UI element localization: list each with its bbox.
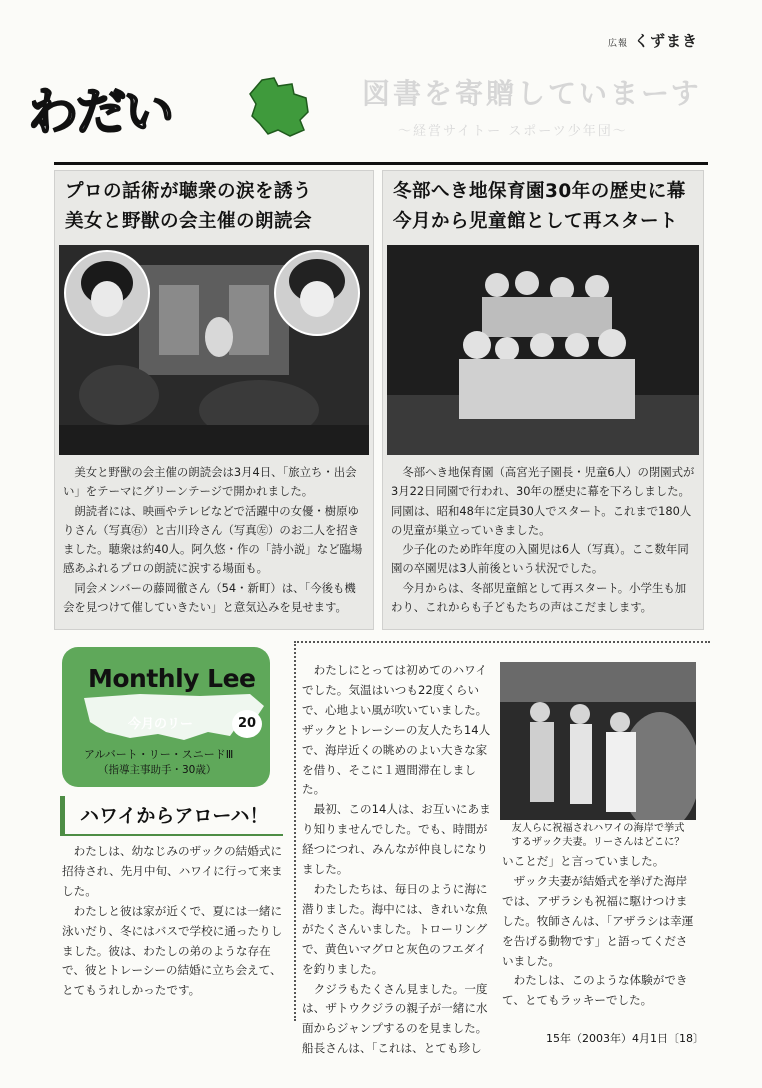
article1-paragraph: 朗読者には、映画やテレビなどで活躍中の女優・樹原ゆりさん（写真㊨）と古川玲さん（写真㊧）のお二人を招きました。聴衆は約40人。阿久悠・作の「詩小説」など臨場感あふれるプロの朗読に涙する場面も。 (63, 503, 363, 576)
article1-title-line1: プロの話術が聴衆の涙を誘う (65, 181, 313, 202)
essay-paragraph: わたしたちは、毎日のように海に潜りました。海中には、きれいな魚がたくさんいました。トローリングで、黄色いマグロと灰色のフエダイを釣りました。 (302, 881, 488, 976)
author-name: アルバート・リー・スニードⅢ (84, 748, 234, 761)
author-role: （指導主事助手・30歳） (98, 764, 217, 776)
article-reading-event (54, 170, 374, 630)
article1-paragraph: 同会メンバーの藤岡徹さん（54・新町）は、「今後も機会を見つけて催していきたい」と意気込みを見せます。 (63, 580, 356, 615)
dotted-divider-vertical (294, 641, 296, 1021)
wedding-photo (500, 662, 696, 852)
article1-title-line2: 美女と野獣の会主催の朗読会 (65, 211, 313, 232)
essay-paragraph: わたしにとっては初めてのハワイでした。気温はいつも22度くらいで、心地よい風が吹いていました。ザックとトレーシーの友人たち14人で、海岸近くの眺めのよい大きな家を借り、そこに１週間滞在しました。 (302, 663, 491, 797)
monthly-lee-subtitle: 今月のリー (128, 717, 194, 732)
article2-title-line2: 今月から児童館として再スタート (393, 211, 679, 232)
essay-paragraph: わたしは、幼なじみのザックの結婚式に招待され、先月中旬、ハワイに行って来ました。 (62, 844, 283, 898)
essay-continuation: いことだ」と言っていました。 (502, 854, 665, 868)
essay-column-1 (62, 842, 286, 1001)
masthead (608, 30, 698, 51)
essay-column-2 (302, 661, 492, 1059)
masthead-name: くずまき (633, 32, 698, 50)
reading-stage-illustration (59, 245, 369, 455)
ghost-subline: 〜経営サイトー スポーツ少年団〜 (398, 124, 628, 139)
article2-paragraph: 少子化のため昨年度の入園児は6人（写真）。ここ数年同園の卒園児は3人前後という状況でした。 (391, 542, 689, 576)
article1-paragraph: 美女と野獣の会主催の朗読会は3月4日、「旅立ち・出会い」をテーマにグリーンテージで開かれました。 (63, 465, 357, 499)
caption-line: 友人らに祝福されハワイの海岸で挙式 (511, 823, 685, 834)
essay-paragraph: わたしは、このような体験ができて、とてもラッキーでした。 (502, 973, 688, 1008)
article2-body (391, 463, 695, 617)
essay-paragraph: ザック夫妻が結婚式を挙げた海岸では、アザラシも祝福に駆けつけました。牧師さんは、「アザラシは幸運を告げる動物です」と語ってくださいました。 (502, 873, 694, 968)
article2-title-line1: 冬部へき地保育園30年の歴史に幕 (393, 181, 686, 202)
top-rule (54, 162, 708, 165)
wedding-photo-image (500, 662, 696, 820)
issue-date-footer: 15年（2003年）4月1日〔18〕 (546, 1032, 704, 1045)
essay-paragraph: 最初、この14人は、お互いにあまり知りませんでした。でも、時間が経つにつれ、みんなが仲良しになりました。 (302, 802, 491, 877)
reading-event-photo (59, 245, 369, 455)
masthead-prefix: 広報 (607, 39, 628, 49)
essay-title: ハワイからアローハ！ (80, 805, 269, 827)
section-logo: わだい (28, 83, 172, 141)
beach-wedding-illustration (500, 662, 696, 820)
children-group-illustration (387, 245, 699, 455)
caption-line: するザック夫妻。リーさんはどこに？ (511, 837, 685, 848)
article-nursery-closing (382, 170, 704, 630)
ghost-headline: 図書を寄贈していまーす (362, 77, 702, 110)
wedding-photo-caption (500, 822, 696, 852)
essay-paragraph: わたしと彼は家が近くで、夏には一緒に泳いだり、冬にはバスで学校に通ったりしました。彼は、わたしの弟のような存在で、彼とトレーシーの結婚に立ち会えて、とてもうれしかったです。 (62, 903, 283, 998)
article2-paragraph: 今月からは、冬部児童館として再スタート。小学生も加わり、これからも子どもたちの声はこだまします。 (391, 580, 687, 615)
article1-title (65, 177, 363, 237)
leaf-icon (248, 76, 312, 138)
monthly-lee-title: Monthly Lee (88, 664, 256, 693)
article2-title (393, 177, 693, 237)
essay-column-3 (502, 852, 698, 1011)
article1-body (63, 463, 365, 617)
nursery-children-photo (387, 245, 699, 455)
article2-paragraph: 冬部へき地保育園（高宮光子園長・児童6人）の閉園式が3月22日同園で行われ、30年の歴史に幕を下ろしました。同園は、昭和48年に定員30人でスタート。これまで180人の児童が巣立っていきました。 (391, 465, 695, 537)
dotted-divider (294, 641, 710, 643)
monthly-lee-number: 20 (232, 710, 262, 738)
essay-paragraph: クジラもたくさん見ました。一度は、ザトウクジラの親子が一緒に水面からジャンプするのを見ました。船長さんは、「これは、とても珍し (302, 981, 488, 1056)
